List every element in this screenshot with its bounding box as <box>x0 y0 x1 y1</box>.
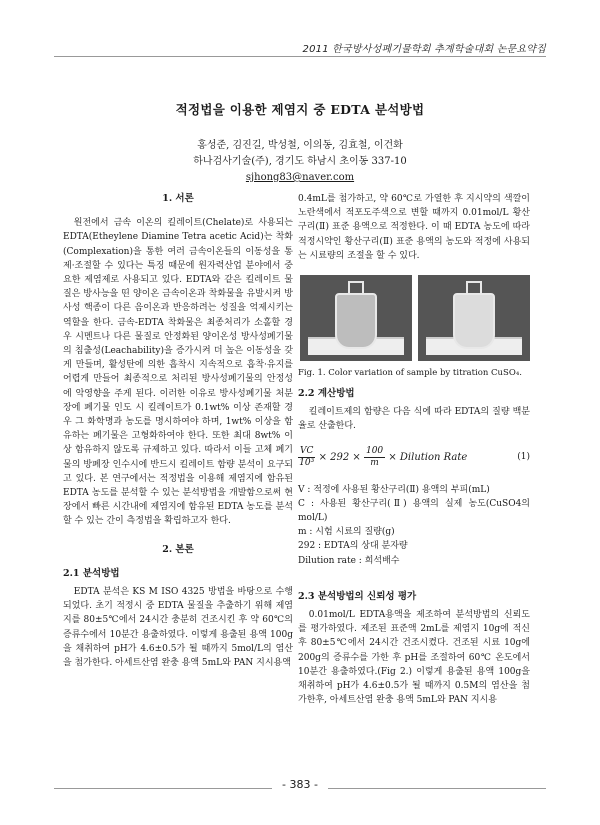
definition-item: C : 사용된 황산구리(Ⅱ) 용액의 실제 농도(CuSO4의 mol/L) <box>298 498 530 524</box>
fraction-vc <box>298 446 315 469</box>
equation-mid: × 292 × <box>318 451 361 463</box>
page-number-text: - 383 - <box>272 778 328 791</box>
paper-title: 적정법을 이용한 제염지 중 EDTA 분석방법 <box>175 102 425 117</box>
flask <box>335 293 377 349</box>
calc-paragraph: 킬레이트제의 함량은 다음 식에 따라 EDTA의 질량 백분율로 산출한다. <box>298 407 530 432</box>
running-header: 2011 한국방사성폐기물학회 추계학술대회 논문요약집 <box>302 44 546 55</box>
fraction-numerator: VC <box>300 445 314 456</box>
fraction-100m <box>364 446 385 469</box>
definition-item: m : 시험 시료의 질량(g) <box>298 527 395 538</box>
subsection-heading-calc: 2.2 계산방법 <box>298 388 355 400</box>
equation-1 <box>298 446 530 469</box>
subsection-heading-reliability: 2.3 분석방법의 신뢰성 평가 <box>298 590 417 602</box>
left-column <box>63 192 293 670</box>
right-column <box>298 192 530 707</box>
flask <box>453 293 495 349</box>
method-paragraph: EDTA 분석은 KS M ISO 4325 방법을 바탕으로 수행되었다. 초기 적정시 중 EDTA 물질을 추출하기 위해 제염지를 80±5℃에서 24시간 충분히 건조시킨 후 약 60℃의 증류수에서 10분간 용출하였다. 이렇게 용출된 용액 100g을 채취하여 pH가 4.6±0.5가 될 때까지 5mol/L의 염산을 첨가한다. 아세트산염 완충 용액 5mL와 PAN 지시용액 <box>63 587 293 669</box>
method-paragraph-continued: 0.4mL를 첨가하고, 약 60℃로 가열한 후 지시약의 색깔이 노란색에서 적포도주색으로 변할 때까지 0.01mol/L 황산구리(Ⅱ) 표준 용액으로 적정한다. 이 때 EDTA 농도에 따라 적정시약인 황산구리(Ⅱ) 표준 용액의 농도와 적정에 사용되는 시료량의 조절을 할 수 있다. <box>298 194 530 261</box>
definition-item: Dilution rate : 희석배수 <box>298 555 400 566</box>
affiliation: 하나검사기술(주), 경기도 하남시 초이동 337-10 <box>193 156 407 167</box>
subsection-heading-method: 2.1 분석방법 <box>63 567 120 579</box>
title-block <box>0 100 600 186</box>
equation-number: (1) <box>517 452 530 463</box>
equation-tail: × Dilution Rate <box>388 451 468 463</box>
fraction-numerator: 100 <box>365 445 384 456</box>
titration-photo-before <box>300 275 412 361</box>
definition-item: 292 : EDTA의 상대 분자량 <box>298 541 408 552</box>
variable-definitions <box>298 483 530 568</box>
intro-paragraph: 원전에서 금속 이온의 킬레이트(Chelate)로 사용되는 EDTA(Etheylene Diamine Tetra acetic Acid)는 착화(Complexation)을 통한 여러 금속이온들의 이동성을 통제·조절할 수 있다는 특징 때문에 원자력산업 분야에서 중요한 제염제로 사용되고 있다. EDTA와 같은 킬레이트 물질은 방사능을 띤 양이온 금속이온과 착화물을 유발시켜 방사성 핵종이 다른 음이온과 반응하려는 성질을 억제시키는 역할을 한다. 금속-EDTA 착화물은 최종처리가 소홀할 경우 시멘트나 다른 물질로 안정화된 양이온성 방사성폐기물의 침출성(Leachability)을 증가시켜 더 높은 이동성을 갖게 만들며, 활성탄에 의한 흡착시 지속적으로 흡착·유지를 어렵게 만들어 최종적으로 처리된 방사성폐기물의 안정성에 악영향을 주게 된다. 이러한 이유로 방사성폐기물 처분장에 폐기물 인도 시 킬레이트가 0.1wt% 이상 존재할 경우 그 화학명과 농도를 명시하여야 하며, 1wt% 이상을 함유하는 폐기물은 고형화하여야 한다. 또한 최대 8wt% 이상 함유하지 않도록 규제하고 있다. 따라서 이들 고체 폐기물의 방폐장 인수시에 반드시 킬레이트 함량 분석이 요구되고 있다. 본 연구에서는 적정법을 이용해 제염지에 함유된 EDTA 농도를 분석할 수 있는 분석방법을 개발함으로써 현장에서 빠른 시간내에 제염지에 함유된 EDTA 농도를 분석할 수 있는 간이 측정법을 확립하고자 한다. <box>63 218 293 527</box>
header-rule <box>54 56 546 57</box>
definition-item: V : 적정에 사용된 황산구리(Ⅱ) 용액의 부피(mL) <box>298 484 490 495</box>
fraction-denominator: m <box>370 457 379 468</box>
equation-body <box>298 446 467 469</box>
author-list: 홍성준, 김진길, 박성철, 이의동, 김효철, 이건화 <box>197 140 403 151</box>
section-heading-main: 2. 본론 <box>162 543 194 555</box>
page-number <box>0 778 600 791</box>
section-heading-intro: 1. 서론 <box>162 193 194 204</box>
reliability-paragraph: 0.01mol/L EDTA용액을 제조하여 분석방법의 신뢰도를 평가하였다. 제조된 표준액 2mL를 제염지 10g에 적신 후 80±5℃에서 24시간 건조시켰다. 건조된 시료 10g에 200g의 증류수를 가한 후 pH를 조절하여 60℃ 온도에서 10분간 용출하였다.(Fig 2.) 이렇게 용출된 용액 100g을 채취하여 pH가 4.6±0.5가 될 때까지 0.5M의 염산을 첨가한후, 아세트산염 완충 용액 5mL와 PAN 지시용 <box>298 610 530 706</box>
figure-1-caption: Fig. 1. Color variation of sample by titration CuSO₄. <box>298 368 522 379</box>
author-email[interactable]: sjhong83@naver.com <box>245 172 355 183</box>
figure-1 <box>298 275 530 361</box>
titration-photo-after <box>418 275 530 361</box>
fraction-denominator: 10³ <box>299 457 315 468</box>
